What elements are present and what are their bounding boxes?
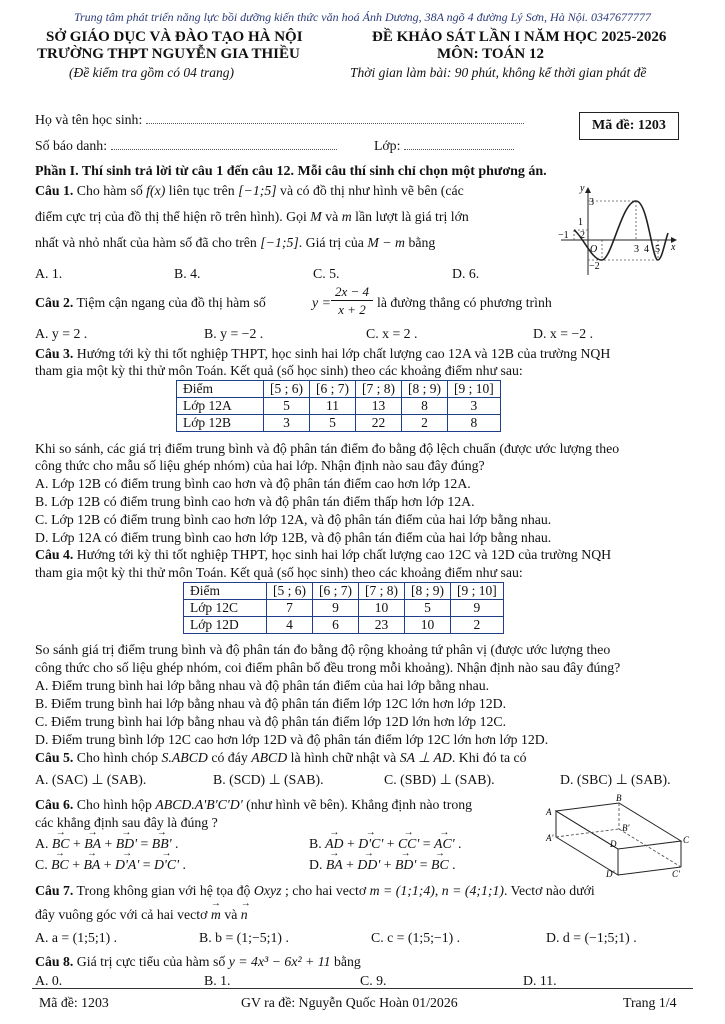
q8-label: Câu 8.	[35, 954, 74, 969]
q4-cell: Lớp 12C	[184, 600, 267, 617]
q7-oxyz: Oxyz	[253, 883, 282, 898]
q1-answer-d[interactable]: D. 6.	[452, 266, 480, 281]
q3-after2: công thức cho mẫu số liệu ghép nhóm) của hai lớp. Nhận định nào sau đây đúng?	[35, 458, 485, 473]
q6-b-letter: B.	[309, 836, 322, 851]
q4-th: [7 ; 8)	[359, 583, 405, 600]
q4-cell: 5	[405, 600, 451, 617]
q6-answer-a[interactable]: A. → BC + → BA + → BD' = → BB' .	[35, 835, 179, 852]
q1-text4: điểm cực trị của đồ thị thể hiện rõ trên hình). Gọi	[35, 209, 307, 224]
q3-cell: 8	[448, 415, 501, 432]
q4-cell: 4	[267, 617, 313, 634]
q7-vector-m: m = (1;1;4)	[369, 883, 435, 898]
q1-graph-y1: 1	[578, 217, 583, 228]
q3-cell: 5	[264, 398, 310, 415]
q2-answer-c[interactable]: C. x = 2 .	[366, 326, 418, 341]
q1-interval: [−1;5]	[238, 183, 277, 198]
q4-cell: 23	[359, 617, 405, 634]
q3-table-header	[177, 381, 501, 398]
q7-label: Câu 7.	[35, 883, 74, 898]
q1-answer-a[interactable]: A. 1.	[35, 266, 63, 281]
q4-th: [8 ; 9)	[405, 583, 451, 600]
q5-answer-a[interactable]: A. (SAC) ⊥ (SAB).	[35, 772, 147, 787]
q6-answer-d[interactable]: D. → BA + → DD' + → BD' = → BC .	[309, 856, 456, 873]
q6-c-v2: → BA	[83, 856, 100, 873]
q8-answer-b[interactable]: B. 1.	[204, 973, 231, 988]
q6-label: Câu 6.	[35, 797, 74, 812]
q4-cell: 7	[267, 600, 313, 617]
q3-cell: 5	[310, 415, 356, 432]
q2-answer-d[interactable]: D. x = −2 .	[533, 326, 594, 341]
table-row	[177, 398, 501, 415]
header-department: SỞ GIÁO DỤC VÀ ĐÀO TẠO HÀ NỘI	[46, 29, 303, 45]
q1-graph-origin: O	[590, 244, 598, 255]
q4-text: Hướng tới kỳ thi tốt nghiệp THPT, học sinh hai lớp chất lượng cao 12C và 12D của trường NQH	[76, 547, 612, 562]
q7-and: và	[224, 907, 238, 922]
q6-c-rhs: → D'C'	[154, 856, 179, 873]
q5-label: Câu 5.	[35, 750, 74, 765]
q4-cell: 6	[313, 617, 359, 634]
q2-answer-a[interactable]: A. y = 2 .	[35, 326, 88, 341]
q6-fig-D1: D'	[606, 869, 615, 878]
q1-label: Câu 1.	[35, 183, 74, 198]
q2-formula	[312, 293, 331, 310]
q1-line1	[35, 182, 464, 199]
footer-author: GV ra đề: Nguyễn Quốc Hoàn 01/2026	[241, 995, 458, 1010]
class-label: Lớp:	[373, 138, 401, 153]
q7-m: → m	[211, 906, 221, 923]
q7-text: Trong không gian với hệ tọa độ	[76, 883, 251, 898]
class-blank[interactable]	[404, 149, 514, 150]
q7-text4: đây vuông góc với cả hai vectơ	[35, 907, 208, 922]
q1-text9: bằng	[408, 235, 436, 250]
q1-graph-x4: 4	[644, 244, 649, 255]
q6-text: Cho hình hộp	[76, 797, 152, 812]
q3-cell: 13	[356, 398, 402, 415]
q2-denominator: x + 2	[338, 302, 366, 317]
q1-answer-b[interactable]: B. 4.	[174, 266, 201, 281]
q6-line1	[35, 796, 472, 813]
q2-text2: là đường thẳng có phương trình	[377, 295, 552, 310]
q1-text8: . Giá trị của	[298, 235, 364, 250]
footer-exam-code: Mã đề: 1203	[39, 995, 109, 1010]
q3-cell: 22	[356, 415, 402, 432]
q4-answer-c[interactable]: C. Điểm trung bình hai lớp bằng nhau và độ phân tán điểm lớp 12D lớn hơn lớp 12C.	[35, 714, 507, 729]
q6-a-letter: A.	[35, 836, 49, 851]
footer-divider	[32, 988, 693, 989]
q3-answer-a[interactable]: A. Lớp 12B có điểm trung bình cao hơn và độ phân tán điểm cao hơn lớp 12A.	[35, 476, 471, 491]
table-row	[177, 415, 501, 432]
q6-d-v2: → DD'	[357, 856, 380, 873]
q7-vector-n: n = (4;1;1)	[441, 883, 504, 898]
q3-line1	[35, 345, 610, 362]
q6-a-v2: → BA	[84, 835, 101, 852]
q8-text2: bằng	[334, 954, 361, 969]
q6-c-v3: → D'A'	[115, 856, 139, 873]
q7-line1: Câu 7. Trong không gian với hệ tọa độ Oxyz ; cho hai vectơ m = (1;1;4), n = (4;1;1). Vectơ nào dưới	[35, 883, 595, 898]
q6-d-v3: → BD'	[395, 856, 416, 873]
q6-d-letter: D.	[309, 857, 323, 872]
q3-table	[176, 380, 501, 432]
q7-answer-a[interactable]: A. a = (1;5;1) .	[35, 930, 118, 945]
q3-text: Hướng tới kỳ thi tốt nghiệp THPT, học sinh hai lớp chất lượng cao 12A và 12B của trường NQH	[76, 346, 611, 361]
table-row	[184, 600, 504, 617]
q1-graph-ym2: −2	[589, 261, 600, 272]
q1-m: m	[341, 209, 352, 224]
q2-y: y =	[312, 295, 331, 310]
q3-th: [8 ; 9)	[402, 381, 448, 398]
q1-text7: nhất và nhỏ nhất của hàm số đã cho trên	[35, 235, 257, 250]
q3-cell: 3	[448, 398, 501, 415]
header-school: TRƯỜNG THPT NGUYỄN GIA THIỀU	[37, 46, 300, 62]
q6-b-rhs: → AC'	[434, 835, 455, 852]
q6-fig-C1: C'	[672, 869, 680, 878]
q5-line1	[35, 749, 527, 766]
q1-graph-y-label: y	[580, 183, 585, 194]
q6-c-v1: → BC	[51, 856, 69, 873]
q6-line2: các khẳng định sau đây là đúng ?	[35, 815, 218, 830]
q5-text: Cho hình chóp	[76, 750, 159, 765]
q4-cell: Lớp 12D	[184, 617, 267, 634]
q4-answer-d[interactable]: D. Điểm trung bình lớp 12C cao hơn lớp 12D và độ phân tán điểm lớp 12C lớn hơn lớp 12D.	[35, 732, 549, 747]
q3-cell: 8	[402, 398, 448, 415]
q7-text3: . Vectơ nào dưới	[503, 883, 595, 898]
q6-parallelepiped-figure	[544, 793, 694, 878]
q3-cell: 11	[310, 398, 356, 415]
q1-graph-y3: 3	[589, 197, 594, 208]
q3-after1: Khi so sánh, các giá trị điểm trung bình và độ phân tán điểm đo bằng độ lệch chuẩn (được ước lượng theo	[35, 441, 620, 456]
q6-answer-c[interactable]: C. → BC + → BA + → D'A' = → D'C' .	[35, 856, 186, 873]
q6-a-v3: → BD'	[116, 835, 137, 852]
q5-answer-b[interactable]: B. (SCD) ⊥ (SAB).	[213, 772, 324, 787]
q1-text6: lần lượt là giá trị lớn	[355, 209, 469, 224]
q7-line2	[35, 906, 248, 923]
q3-th: [6 ; 7)	[310, 381, 356, 398]
q8-text: Giá trị cực tiểu của hàm số	[76, 954, 226, 969]
q4-label: Câu 4.	[35, 547, 74, 562]
q4-answer-a[interactable]: A. Điểm trung bình hai lớp bằng nhau và độ phân tán điểm của hai lớp bằng nhau.	[35, 678, 490, 693]
q1-answer-c[interactable]: C. 5.	[313, 266, 340, 281]
q6-answer-b[interactable]: B. → AD + → D'C' + → CC' = → AC' .	[309, 835, 462, 852]
student-id-blank[interactable]	[111, 149, 337, 150]
q6-d-v1: → BA	[326, 856, 343, 873]
q8-line1	[35, 953, 361, 970]
q2-numerator: 2x − 4	[331, 283, 373, 301]
student-name-label: Họ và tên học sinh:	[35, 112, 143, 127]
student-id-row	[35, 137, 514, 154]
q5-text4: . Khi đó ta có	[451, 750, 527, 765]
q5-base: ABCD	[251, 750, 288, 765]
q8-answer-a[interactable]: A. 0.	[35, 973, 63, 988]
q4-cell: 9	[451, 600, 504, 617]
q1-text3: và có đồ thị như hình vẽ bên (các	[280, 183, 464, 198]
q1-func: f(x)	[146, 183, 166, 198]
q6-fig-A: A	[546, 807, 552, 817]
q4-after2: công thức cho số liệu ghép nhóm, coi điểm phân bố đều trong mỗi khoảng). Nhận định nào sau đây đúng?	[35, 660, 621, 675]
q1-line2	[35, 208, 469, 225]
student-id-label: Số báo danh:	[35, 138, 108, 153]
header-pages-note: (Đề kiểm tra gồm có 04 trang)	[69, 65, 234, 80]
footer-page-number: Trang 1/4	[623, 995, 677, 1010]
q8-func: y = 4x³ − 6x² + 11	[228, 954, 331, 969]
q8-answer-d[interactable]: D. 11.	[523, 973, 557, 988]
q3-answer-d[interactable]: D. Lớp 12A có điểm trung bình cao hơn lớp 12B, và độ phân tán điểm của hai lớp bằng nhau.	[35, 530, 552, 545]
header-subject: MÔN: TOÁN 12	[437, 46, 544, 62]
q5-answer-c[interactable]: C. (SBD) ⊥ (SAB).	[384, 772, 495, 787]
q6-b-v1: → AD	[325, 835, 343, 852]
q1-graph-x-label: x	[671, 242, 676, 253]
q4-th: [9 ; 10]	[451, 583, 504, 600]
student-name-row	[35, 111, 524, 128]
q3-label: Câu 3.	[35, 346, 74, 361]
q7-answer-c[interactable]: C. c = (1;5;−1) .	[371, 930, 461, 945]
q1-graph-xm1: −1	[558, 230, 569, 241]
q3-line2: tham gia một kỳ thi thử môn Toán. Kết quả (số học sinh) theo các khoảng điểm như sau:	[35, 363, 523, 378]
q3-th: [5 ; 6)	[264, 381, 310, 398]
q1-graph	[556, 183, 681, 278]
q1-expr: M − m	[367, 235, 405, 250]
q4-cell: 2	[451, 617, 504, 634]
q3-cell: 2	[402, 415, 448, 432]
q5-pyramid: S.ABCD	[161, 750, 208, 765]
q5-text3: là hình chữ nhật và	[290, 750, 397, 765]
q7-text2: ; cho hai vectơ	[284, 883, 367, 898]
q2-line1	[35, 294, 266, 311]
q3-answer-c[interactable]: C. Lớp 12B có điểm trung bình cao hơn lớp 12A, và độ phân tán điểm của hai lớp bằng nhau.	[35, 512, 552, 527]
q7-answer-d[interactable]: D. d = (−1;5;1) .	[546, 930, 637, 945]
q1-interval-2: [−1;5]	[260, 235, 299, 250]
table-row	[184, 617, 504, 634]
q4-th: Điểm	[184, 583, 267, 600]
q2-answer-b[interactable]: B. y = −2 .	[204, 326, 264, 341]
q7-answer-b[interactable]: B. b = (1;−5;1) .	[199, 930, 289, 945]
q4-cell: 9	[313, 600, 359, 617]
q2-text: Tiệm cận ngang của đồ thị hàm số	[76, 295, 266, 310]
top-banner: Trung tâm phát triển năng lực bồi dưỡng kiến thức văn hoá Ánh Dương, 38A ngõ 4 đường Lý Sơn, Hà Nội. 0347677777	[73, 10, 652, 24]
q3-cell: Lớp 12B	[177, 415, 264, 432]
q4-th: [5 ; 6)	[267, 583, 313, 600]
q6-c-letter: C.	[35, 857, 48, 872]
q1-graph-x2: 2	[580, 230, 585, 241]
q2-label: Câu 2.	[35, 295, 74, 310]
q1-graph-x5: 5	[655, 244, 660, 255]
q6-text2: (như hình vẽ bên). Khẳng định nào trong	[246, 797, 473, 812]
header-exam-title: ĐỀ KHẢO SÁT LẦN I NĂM HỌC 2025-2026	[372, 29, 667, 45]
q3-th: [9 ; 10]	[448, 381, 501, 398]
q6-b-v3: → CC'	[398, 835, 419, 852]
q5-answer-d[interactable]: D. (SBC) ⊥ (SAB).	[560, 772, 671, 787]
student-name-blank[interactable]	[146, 123, 524, 124]
q3-answer-b[interactable]: B. Lớp 12B có điểm trung bình cao hơn và độ phân tán điểm thấp hơn lớp 12A.	[35, 494, 475, 509]
q1-line3	[35, 234, 435, 251]
q7-n: → n	[241, 906, 248, 923]
q3-cell: Lớp 12A	[177, 398, 264, 415]
q6-d-rhs: → BC	[431, 856, 449, 873]
q2-fraction	[331, 283, 373, 318]
q4-line1	[35, 546, 611, 563]
q4-line2: tham gia một kỳ thi thử môn Toán. Kết quả (số học sinh) theo các khoảng điểm như sau:	[35, 565, 523, 580]
q6-a-v1: → BC	[52, 835, 70, 852]
q4-th: [6 ; 7)	[313, 583, 359, 600]
q8-answer-c[interactable]: C. 9.	[360, 973, 387, 988]
q1-text5: và	[325, 209, 339, 224]
q1-graph-x3: 3	[634, 244, 639, 255]
q3-th: [7 ; 8)	[356, 381, 402, 398]
q4-cell: 10	[359, 600, 405, 617]
q6-box: ABCD.A'B'C'D'	[155, 797, 243, 812]
q3-cell: 3	[264, 415, 310, 432]
q5-cond: SA ⊥ AD	[399, 750, 452, 765]
q4-after1: So sánh giá trị điểm trung bình và độ phân tán đo bằng độ rộng khoảng tứ phân vị (được ước lượng theo	[35, 642, 611, 657]
q6-fig-D: D	[610, 839, 617, 849]
q6-a-rhs: → BB'	[152, 835, 172, 852]
q6-fig-B1: B'	[622, 823, 630, 833]
exam-code-box: Mã đề: 1203	[579, 112, 679, 140]
header-time: Thời gian làm bài: 90 phút, không kể thời gian phát đề	[350, 65, 647, 80]
q3-th: Điểm	[177, 381, 264, 398]
q5-text2: có đáy	[211, 750, 248, 765]
part1-instruction: Phần I. Thí sinh trả lời từ câu 1 đến câu 12. Mỗi câu thí sinh chỉ chọn một phương án.	[35, 164, 547, 179]
q6-fig-A1: A'	[546, 833, 554, 843]
q4-table-header	[184, 583, 504, 600]
q6-fig-B: B	[616, 793, 622, 803]
q6-fig-C: C	[683, 835, 690, 845]
q4-answer-b[interactable]: B. Điểm trung bình hai lớp bằng nhau và độ phân tán điểm lớp 12C lớn hơn lớp 12D.	[35, 696, 507, 711]
q1-text2: liên tục trên	[168, 183, 235, 198]
q4-cell: 10	[405, 617, 451, 634]
q6-b-v2: → D'C'	[358, 835, 383, 852]
q1-text: Cho hàm số	[76, 183, 143, 198]
q1-M: M	[310, 209, 322, 224]
q4-table	[183, 582, 504, 634]
